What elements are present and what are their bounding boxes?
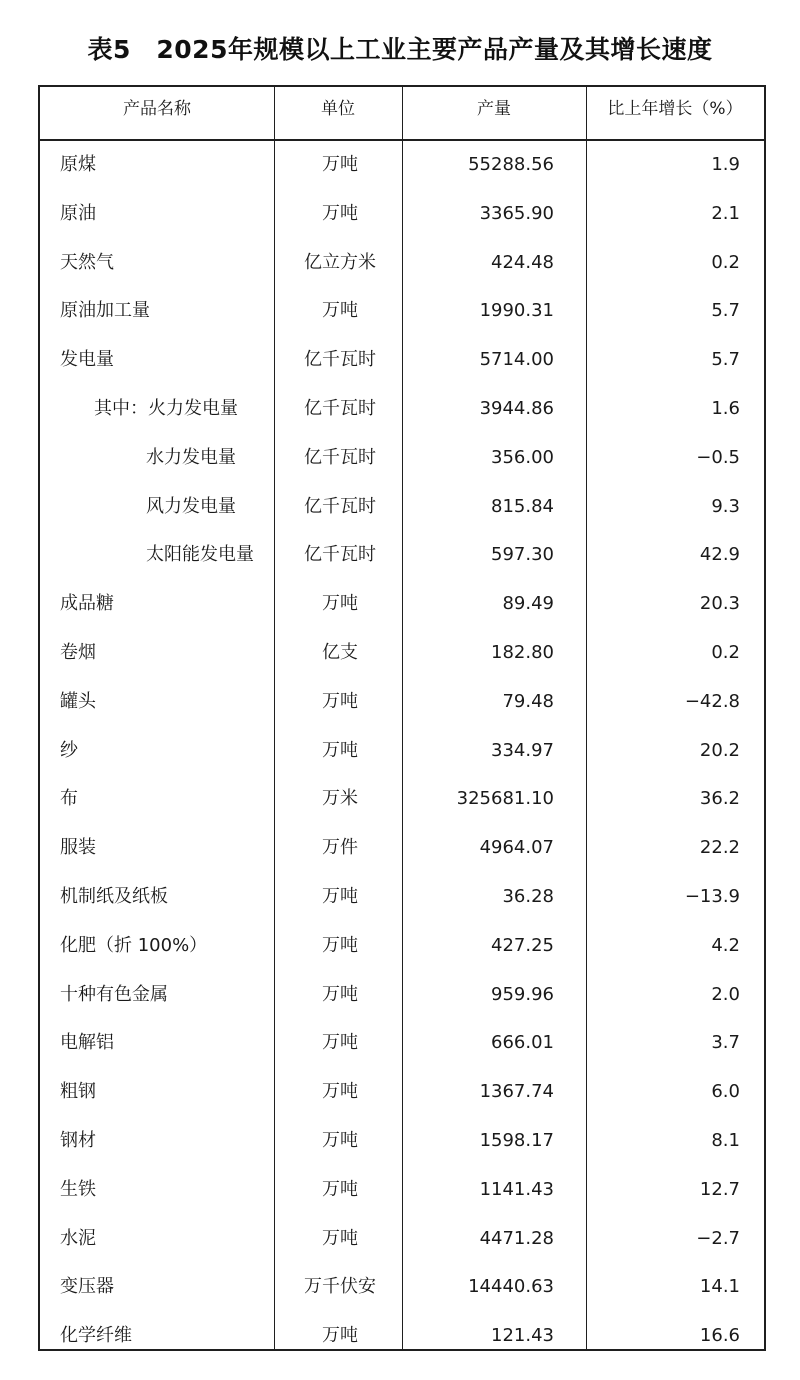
output-cell: 55288.56 [468, 154, 554, 175]
output-cell: 1990.31 [479, 300, 554, 322]
product-name-cell: 水力发电量 [146, 446, 236, 468]
product-name-cell: 化学纤维 [60, 1325, 132, 1347]
growth-cell: 3.7 [711, 1032, 740, 1054]
output-cell: 1598.17 [479, 1130, 554, 1151]
output-cell: 89.49 [502, 593, 554, 615]
unit-cell: 万米 [322, 788, 358, 810]
growth-cell: 22.2 [699, 837, 740, 859]
unit-cell: 万吨 [322, 1130, 358, 1151]
unit-cell: 万吨 [322, 300, 358, 322]
unit-cell: 万吨 [322, 886, 358, 907]
unit-cell: 万吨 [322, 934, 358, 956]
unit-cell: 万吨 [322, 154, 358, 175]
product-name-cell: 纱 [60, 739, 78, 761]
product-name-cell: 成品糖 [60, 593, 114, 615]
table-row [40, 239, 764, 287]
output-cell: 3365.90 [479, 202, 554, 224]
product-name-cell: 水泥 [60, 1227, 96, 1249]
growth-cell: −13.9 [684, 886, 740, 907]
product-name-cell: 电解铝 [60, 1032, 114, 1054]
growth-cell: 0.2 [711, 642, 740, 663]
product-name-cell: 发电量 [60, 349, 114, 371]
unit-cell: 亿千瓦时 [304, 495, 376, 517]
header-output: 产量 [477, 99, 511, 119]
unit-cell: 万吨 [322, 1178, 358, 1200]
table-row [40, 385, 764, 433]
production-table [38, 85, 766, 1351]
growth-cell: 2.0 [711, 983, 740, 1005]
growth-cell: 20.3 [699, 593, 740, 615]
table-row [40, 531, 764, 579]
output-cell: 4471.28 [479, 1227, 554, 1249]
unit-cell: 万吨 [322, 739, 358, 761]
table-row [40, 873, 764, 921]
output-cell: 959.96 [491, 983, 554, 1005]
product-name-cell: 服装 [60, 837, 96, 859]
growth-cell: 1.9 [711, 154, 740, 175]
output-cell: 424.48 [491, 251, 554, 273]
table-row [40, 287, 764, 335]
product-name-cell: 其中：火力发电量 [94, 398, 238, 419]
header-unit: 单位 [321, 99, 355, 119]
unit-cell: 万吨 [322, 1325, 358, 1347]
growth-cell: −2.7 [696, 1227, 740, 1249]
unit-cell: 万吨 [322, 690, 358, 712]
unit-cell: 亿支 [322, 642, 358, 663]
product-name-cell: 卷烟 [60, 642, 96, 663]
table-row [40, 141, 764, 189]
header-product-name: 产品名称 [123, 99, 191, 119]
product-name-cell: 机制纸及纸板 [60, 886, 168, 907]
unit-cell: 亿千瓦时 [304, 544, 376, 566]
output-cell: 5714.00 [479, 349, 554, 371]
product-name-cell: 十种有色金属 [60, 983, 168, 1005]
product-name-cell: 风力发电量 [146, 495, 236, 517]
growth-cell: 0.2 [711, 251, 740, 273]
output-cell: 666.01 [491, 1032, 554, 1054]
growth-cell: 20.2 [699, 739, 740, 761]
unit-cell: 亿千瓦时 [304, 446, 376, 468]
output-cell: 3944.86 [479, 398, 554, 419]
growth-cell: 9.3 [711, 495, 740, 517]
header-growth: 比上年增长（%） [607, 99, 743, 119]
growth-cell: 4.2 [711, 934, 740, 956]
growth-cell: 14.1 [699, 1276, 740, 1298]
table-row [40, 727, 764, 775]
growth-cell: 2.1 [711, 202, 740, 224]
product-name-cell: 原煤 [60, 154, 96, 175]
output-cell: 36.28 [502, 886, 554, 907]
unit-cell: 万吨 [322, 1081, 358, 1103]
table-row [40, 1166, 764, 1214]
unit-cell: 万吨 [322, 1032, 358, 1054]
growth-cell: −42.8 [684, 690, 740, 712]
product-name-cell: 化肥（折 100%） [60, 934, 208, 956]
product-name-cell: 罐头 [60, 690, 96, 712]
table-row [40, 580, 764, 628]
output-cell: 815.84 [491, 495, 554, 517]
unit-cell: 亿千瓦时 [304, 398, 376, 419]
table-row [40, 1215, 764, 1263]
output-cell: 427.25 [491, 934, 554, 956]
unit-cell: 万千伏安 [304, 1276, 376, 1298]
table-row [40, 1019, 764, 1067]
table-row [40, 971, 764, 1019]
table-row [40, 434, 764, 482]
unit-cell: 亿立方米 [304, 251, 376, 273]
table-row [40, 483, 764, 531]
product-name-cell: 原油 [60, 202, 96, 224]
page-title: 表5 2025年规模以上工业主要产品产量及其增长速度 [87, 35, 713, 64]
growth-cell: 12.7 [699, 1178, 740, 1200]
growth-cell: 5.7 [711, 349, 740, 371]
table-row [40, 190, 764, 238]
table-row [40, 775, 764, 823]
table-row [40, 1312, 764, 1360]
growth-cell: −0.5 [696, 446, 740, 468]
output-cell: 4964.07 [479, 837, 554, 859]
output-cell: 325681.10 [456, 788, 554, 810]
output-cell: 1367.74 [479, 1081, 554, 1103]
product-name-cell: 天然气 [60, 251, 114, 273]
output-cell: 1141.43 [479, 1178, 554, 1200]
output-cell: 79.48 [502, 690, 554, 712]
growth-cell: 5.7 [711, 300, 740, 322]
output-cell: 334.97 [491, 739, 554, 761]
product-name-cell: 生铁 [60, 1178, 96, 1200]
table-row [40, 336, 764, 384]
product-name-cell: 变压器 [60, 1276, 114, 1298]
unit-cell: 万吨 [322, 593, 358, 615]
growth-cell: 6.0 [711, 1081, 740, 1103]
output-cell: 356.00 [491, 446, 554, 468]
product-name-cell: 太阳能发电量 [146, 544, 254, 566]
unit-cell: 万件 [322, 837, 358, 859]
growth-cell: 1.6 [711, 398, 740, 419]
output-cell: 14440.63 [468, 1276, 554, 1298]
growth-cell: 42.9 [699, 544, 740, 566]
product-name-cell: 粗钢 [60, 1081, 96, 1103]
table-row [40, 629, 764, 677]
product-name-cell: 钢材 [60, 1130, 96, 1151]
product-name-cell: 原油加工量 [60, 300, 150, 322]
unit-cell: 万吨 [322, 1227, 358, 1249]
table-row [40, 824, 764, 872]
table-row [40, 1117, 764, 1165]
growth-cell: 8.1 [711, 1130, 740, 1151]
growth-cell: 16.6 [699, 1325, 740, 1347]
table-row [40, 1068, 764, 1116]
product-name-cell: 布 [60, 788, 78, 810]
output-cell: 182.80 [491, 642, 554, 663]
table-row [40, 1263, 764, 1311]
output-cell: 597.30 [491, 544, 554, 566]
unit-cell: 万吨 [322, 983, 358, 1005]
unit-cell: 万吨 [322, 202, 358, 224]
unit-cell: 亿千瓦时 [304, 349, 376, 371]
output-cell: 121.43 [491, 1325, 554, 1347]
table-row [40, 922, 764, 970]
table-row [40, 678, 764, 726]
growth-cell: 36.2 [699, 788, 740, 810]
